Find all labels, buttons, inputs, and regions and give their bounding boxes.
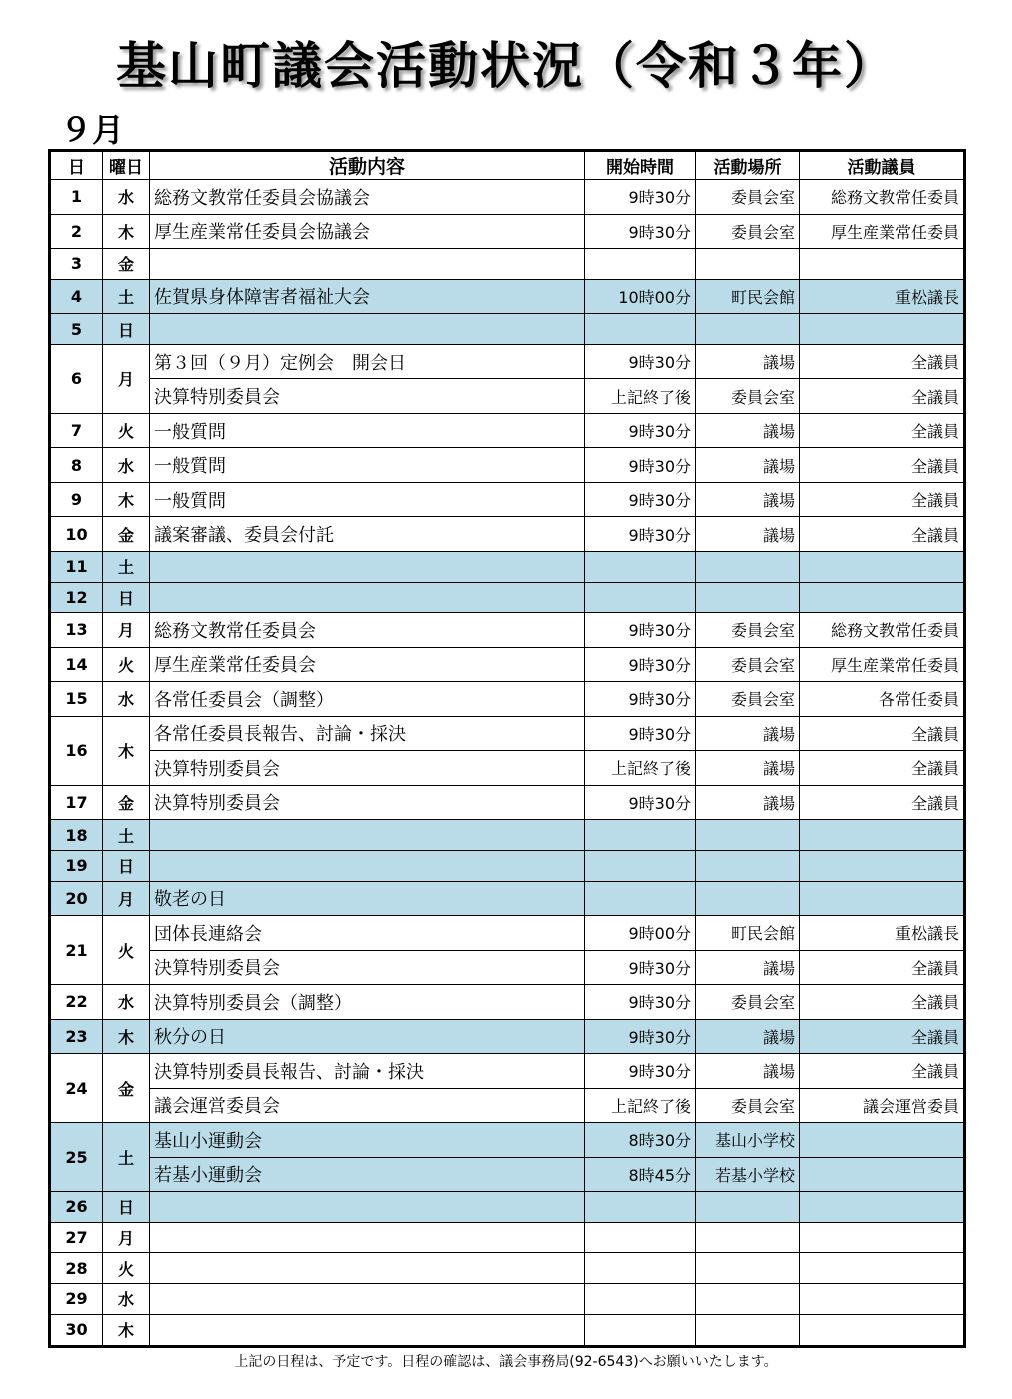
activity-cell: 一般質問 (150, 482, 585, 517)
header-weekday: 曜日 (103, 151, 150, 180)
weekday-cell: 木 (103, 214, 150, 249)
place-cell: 議場 (696, 1054, 800, 1089)
activity-cell (150, 1314, 585, 1346)
day-cell: 15 (50, 682, 103, 717)
time-cell (585, 1222, 696, 1253)
members-cell: 議会運営委員 (800, 1088, 965, 1123)
day-cell: 17 (50, 785, 103, 820)
day-cell: 18 (50, 820, 103, 851)
activity-cell: 秋分の日 (150, 1019, 585, 1054)
day-cell: 4 (50, 279, 103, 314)
members-cell (800, 582, 965, 613)
table-row (50, 1284, 965, 1315)
time-cell: 上記終了後 (585, 751, 696, 786)
table-row (50, 785, 965, 820)
activity-cell (150, 1284, 585, 1315)
time-cell (585, 881, 696, 916)
time-cell: 上記終了後 (585, 379, 696, 414)
members-cell: 全議員 (800, 1054, 965, 1089)
activity-cell: 決算特別委員長報告、討論・採決 (150, 1054, 585, 1089)
weekday-cell: 火 (103, 1253, 150, 1284)
members-cell (800, 1123, 965, 1158)
activity-cell: 若基小運動会 (150, 1157, 585, 1192)
activity-cell (150, 249, 585, 280)
members-cell (800, 314, 965, 345)
time-cell: 9時30分 (585, 785, 696, 820)
activity-cell: 総務文教常任委員会 (150, 613, 585, 648)
members-cell: 全議員 (800, 379, 965, 414)
day-cell: 9 (50, 482, 103, 517)
place-cell (696, 820, 800, 851)
weekday-cell: 木 (103, 716, 150, 785)
weekday-cell: 木 (103, 1019, 150, 1054)
table-row (50, 1019, 965, 1054)
members-cell: 全議員 (800, 482, 965, 517)
day-cell: 8 (50, 448, 103, 483)
table-row (50, 647, 965, 682)
activity-cell: 各常任委員会（調整） (150, 682, 585, 717)
activity-cell (150, 582, 585, 613)
time-cell: 9時30分 (585, 950, 696, 985)
place-cell: 町民会館 (696, 279, 800, 314)
members-cell: 全議員 (800, 448, 965, 483)
activity-cell: 団体長連絡会 (150, 916, 585, 951)
day-cell: 1 (50, 180, 103, 215)
place-cell: 議場 (696, 751, 800, 786)
table-row (50, 716, 965, 751)
time-cell: 9時30分 (585, 647, 696, 682)
table-row (50, 682, 965, 717)
header-place: 活動場所 (696, 151, 800, 180)
time-cell: 9時30分 (585, 985, 696, 1020)
time-cell (585, 551, 696, 582)
header-row (50, 151, 965, 180)
time-cell (585, 1314, 696, 1346)
table-row (50, 1157, 965, 1192)
place-cell: 議場 (696, 344, 800, 379)
members-cell: 全議員 (800, 1019, 965, 1054)
place-cell: 議場 (696, 716, 800, 751)
time-cell (585, 249, 696, 280)
activity-cell: 厚生産業常任委員会 (150, 647, 585, 682)
day-cell: 29 (50, 1284, 103, 1315)
table-row (50, 1088, 965, 1123)
day-cell: 26 (50, 1192, 103, 1223)
time-cell: 9時30分 (585, 716, 696, 751)
members-cell: 全議員 (800, 985, 965, 1020)
table-row (50, 482, 965, 517)
members-cell (800, 1192, 965, 1223)
page-title: 基山町議会活動状況（令和３年） (116, 37, 896, 95)
place-cell: 議場 (696, 448, 800, 483)
members-cell (800, 820, 965, 851)
table-row (50, 314, 965, 345)
weekday-cell: 日 (103, 314, 150, 345)
table-row (50, 881, 965, 916)
table-row (50, 180, 965, 215)
place-cell: 議場 (696, 785, 800, 820)
place-cell: 基山小学校 (696, 1123, 800, 1158)
activity-cell: 議案審議、委員会付託 (150, 517, 585, 552)
weekday-cell: 水 (103, 1284, 150, 1315)
footnote: 上記の日程は、予定です。日程の確認は、議会事務局(92-6543)へお願いいたします。 (234, 1354, 778, 1370)
members-cell (800, 1253, 965, 1284)
table-row (50, 517, 965, 552)
weekday-cell: 金 (103, 1054, 150, 1123)
day-cell: 20 (50, 881, 103, 916)
activity-cell: 議会運営委員会 (150, 1088, 585, 1123)
day-cell: 5 (50, 314, 103, 345)
weekday-cell: 木 (103, 1314, 150, 1346)
time-cell: 9時30分 (585, 214, 696, 249)
time-cell: 10時00分 (585, 279, 696, 314)
header-day: 日 (50, 151, 103, 180)
members-cell (800, 1222, 965, 1253)
place-cell: 委員会室 (696, 647, 800, 682)
weekday-cell: 月 (103, 344, 150, 413)
place-cell (696, 881, 800, 916)
table-row (50, 751, 965, 786)
weekday-cell: 土 (103, 1123, 150, 1192)
time-cell: 9時30分 (585, 1054, 696, 1089)
place-cell: 委員会室 (696, 379, 800, 414)
header-start-time: 開始時間 (585, 151, 696, 180)
members-cell: 全議員 (800, 344, 965, 379)
table-row (50, 1192, 965, 1223)
table-row (50, 249, 965, 280)
members-cell (800, 1284, 965, 1315)
day-cell: 21 (50, 916, 103, 985)
place-cell: 委員会室 (696, 613, 800, 648)
activity-cell: 敬老の日 (150, 881, 585, 916)
members-cell: 全議員 (800, 950, 965, 985)
day-cell: 24 (50, 1054, 103, 1123)
time-cell: 9時30分 (585, 344, 696, 379)
place-cell (696, 249, 800, 280)
table-row (50, 820, 965, 851)
activity-cell (150, 314, 585, 345)
place-cell (696, 1314, 800, 1346)
place-cell (696, 1253, 800, 1284)
day-cell: 16 (50, 716, 103, 785)
time-cell: 9時30分 (585, 448, 696, 483)
weekday-cell: 木 (103, 482, 150, 517)
weekday-cell: 月 (103, 1222, 150, 1253)
time-cell: 上記終了後 (585, 1088, 696, 1123)
table-row (50, 1314, 965, 1346)
members-cell (800, 551, 965, 582)
place-cell: 議場 (696, 517, 800, 552)
place-cell (696, 1284, 800, 1315)
members-cell: 厚生産業常任委員 (800, 647, 965, 682)
activity-cell (150, 850, 585, 881)
activity-cell: 決算特別委員会 (150, 950, 585, 985)
members-cell: 全議員 (800, 716, 965, 751)
place-cell: 委員会室 (696, 1088, 800, 1123)
activity-cell (150, 1192, 585, 1223)
activity-cell: 第３回（９月）定例会 開会日 (150, 344, 585, 379)
weekday-cell: 水 (103, 682, 150, 717)
time-cell (585, 314, 696, 345)
time-cell: 9時30分 (585, 613, 696, 648)
place-cell: 議場 (696, 482, 800, 517)
time-cell: 9時30分 (585, 517, 696, 552)
place-cell: 議場 (696, 413, 800, 448)
schedule-body (50, 180, 965, 1347)
members-cell: 厚生産業常任委員 (800, 214, 965, 249)
place-cell: 町民会館 (696, 916, 800, 951)
weekday-cell: 水 (103, 180, 150, 215)
members-cell: 全議員 (800, 517, 965, 552)
header-activity: 活動内容 (150, 151, 585, 180)
members-cell: 総務文教常任委員 (800, 180, 965, 215)
weekday-cell: 土 (103, 820, 150, 851)
day-cell: 13 (50, 613, 103, 648)
activity-cell: 決算特別委員会 (150, 379, 585, 414)
time-cell: 9時30分 (585, 180, 696, 215)
weekday-cell: 日 (103, 850, 150, 881)
activity-cell (150, 1253, 585, 1284)
time-cell: 9時30分 (585, 1019, 696, 1054)
day-cell: 12 (50, 582, 103, 613)
table-row (50, 214, 965, 249)
month-label: ９月 (60, 111, 125, 149)
time-cell (585, 1284, 696, 1315)
time-cell: 9時30分 (585, 413, 696, 448)
weekday-cell: 水 (103, 985, 150, 1020)
time-cell: 9時00分 (585, 916, 696, 951)
weekday-cell: 火 (103, 647, 150, 682)
place-cell: 委員会室 (696, 180, 800, 215)
day-cell: 3 (50, 249, 103, 280)
weekday-cell: 月 (103, 613, 150, 648)
activity-cell: 決算特別委員会（調整） (150, 985, 585, 1020)
table-row (50, 582, 965, 613)
time-cell (585, 1253, 696, 1284)
table-row (50, 1123, 965, 1158)
day-cell: 11 (50, 551, 103, 582)
weekday-cell: 水 (103, 448, 150, 483)
day-cell: 28 (50, 1253, 103, 1284)
place-cell (696, 582, 800, 613)
activity-cell (150, 1222, 585, 1253)
activity-cell: 各常任委員長報告、討論・採決 (150, 716, 585, 751)
members-cell: 重松議長 (800, 916, 965, 951)
members-cell (800, 850, 965, 881)
table-row (50, 950, 965, 985)
day-cell: 22 (50, 985, 103, 1020)
table-row (50, 413, 965, 448)
members-cell: 重松議長 (800, 279, 965, 314)
members-cell (800, 1314, 965, 1346)
time-cell (585, 820, 696, 851)
time-cell: 8時45分 (585, 1157, 696, 1192)
members-cell: 全議員 (800, 785, 965, 820)
members-cell (800, 249, 965, 280)
activity-cell (150, 551, 585, 582)
header-members: 活動議員 (800, 151, 965, 180)
place-cell: 議場 (696, 950, 800, 985)
time-cell (585, 582, 696, 613)
weekday-cell: 金 (103, 517, 150, 552)
members-cell: 全議員 (800, 413, 965, 448)
weekday-cell: 火 (103, 916, 150, 985)
place-cell (696, 551, 800, 582)
table-row (50, 1253, 965, 1284)
members-cell: 総務文教常任委員 (800, 613, 965, 648)
day-cell: 14 (50, 647, 103, 682)
day-cell: 2 (50, 214, 103, 249)
weekday-cell: 土 (103, 551, 150, 582)
place-cell (696, 314, 800, 345)
activity-cell: 基山小運動会 (150, 1123, 585, 1158)
day-cell: 27 (50, 1222, 103, 1253)
place-cell: 委員会室 (696, 985, 800, 1020)
time-cell (585, 850, 696, 881)
place-cell (696, 1222, 800, 1253)
day-cell: 23 (50, 1019, 103, 1054)
weekday-cell: 土 (103, 279, 150, 314)
table-row (50, 448, 965, 483)
members-cell (800, 1157, 965, 1192)
table-row (50, 613, 965, 648)
place-cell (696, 1192, 800, 1223)
weekday-cell: 月 (103, 881, 150, 916)
day-cell: 19 (50, 850, 103, 881)
members-cell: 各常任委員 (800, 682, 965, 717)
place-cell: 若基小学校 (696, 1157, 800, 1192)
activity-cell (150, 820, 585, 851)
place-cell: 委員会室 (696, 214, 800, 249)
place-cell: 議場 (696, 1019, 800, 1054)
activity-cell: 決算特別委員会 (150, 785, 585, 820)
weekday-cell: 日 (103, 1192, 150, 1223)
weekday-cell: 金 (103, 249, 150, 280)
time-cell: 9時30分 (585, 482, 696, 517)
members-cell: 全議員 (800, 751, 965, 786)
table-row (50, 985, 965, 1020)
day-cell: 7 (50, 413, 103, 448)
time-cell (585, 1192, 696, 1223)
table-row (50, 916, 965, 951)
place-cell (696, 850, 800, 881)
weekday-cell: 金 (103, 785, 150, 820)
time-cell: 9時30分 (585, 682, 696, 717)
table-row (50, 279, 965, 314)
table-row (50, 1222, 965, 1253)
day-cell: 6 (50, 344, 103, 413)
weekday-cell: 火 (103, 413, 150, 448)
day-cell: 30 (50, 1314, 103, 1346)
day-cell: 10 (50, 517, 103, 552)
activity-cell: 佐賀県身体障害者福祉大会 (150, 279, 585, 314)
table-row (50, 344, 965, 379)
members-cell (800, 881, 965, 916)
table-row (50, 379, 965, 414)
schedule-table (48, 149, 966, 1348)
table-row (50, 1054, 965, 1089)
time-cell: 8時30分 (585, 1123, 696, 1158)
day-cell: 25 (50, 1123, 103, 1192)
place-cell: 委員会室 (696, 682, 800, 717)
activity-cell: 一般質問 (150, 448, 585, 483)
table-row (50, 551, 965, 582)
activity-cell: 決算特別委員会 (150, 751, 585, 786)
activity-cell: 一般質問 (150, 413, 585, 448)
weekday-cell: 日 (103, 582, 150, 613)
table-row (50, 850, 965, 881)
activity-cell: 総務文教常任委員会協議会 (150, 180, 585, 215)
activity-cell: 厚生産業常任委員会協議会 (150, 214, 585, 249)
